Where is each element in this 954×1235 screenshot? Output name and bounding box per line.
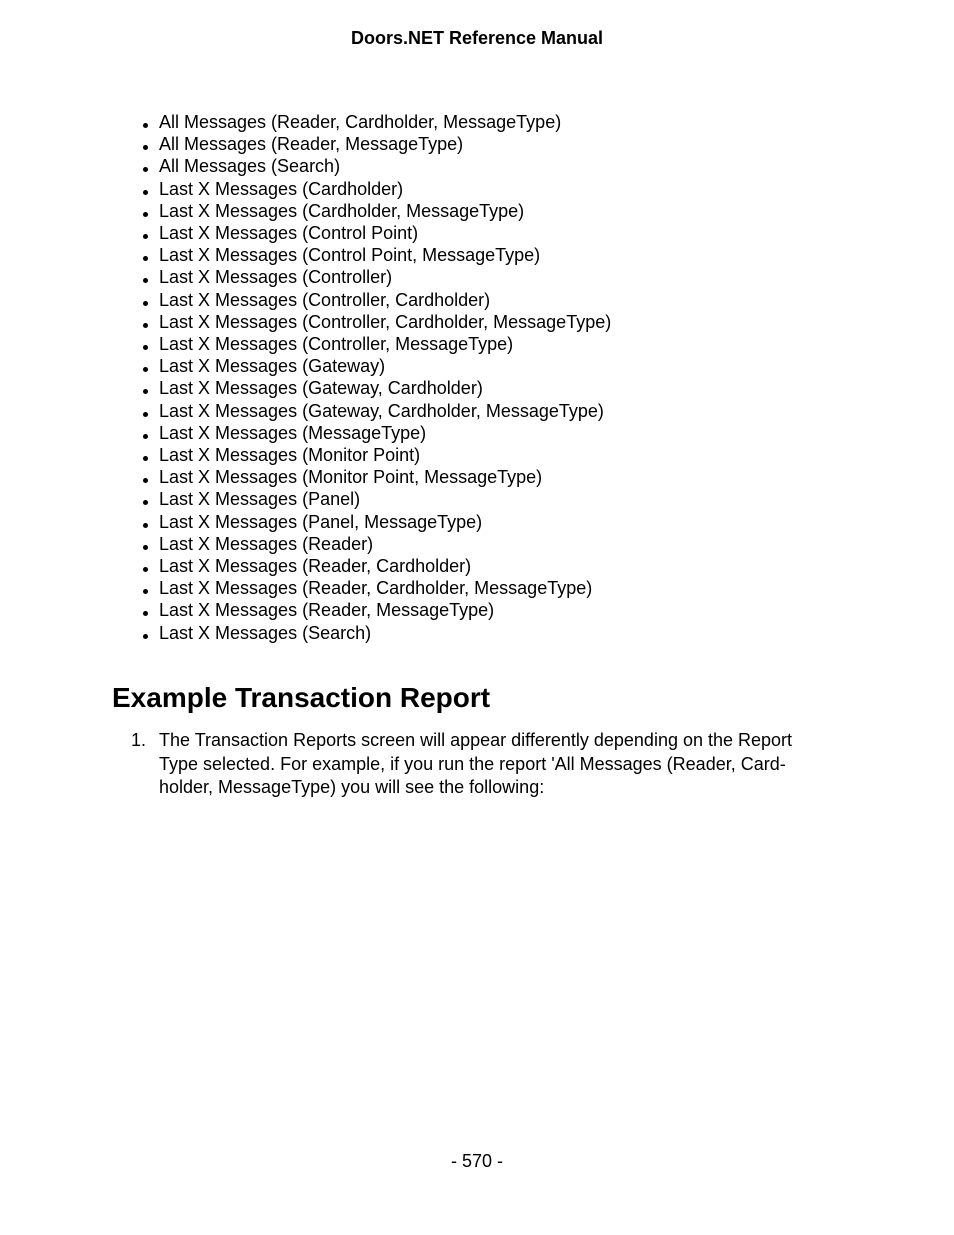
step-text: The Transaction Reports screen will appear differently depending on the Report Type selected. For example, if you run the report 'All Messages (Reader, Card-holder, MessageType) you will see the following: — [159, 730, 793, 797]
bullet-icon — [143, 212, 148, 217]
list-item — [159, 488, 611, 510]
list-item — [159, 289, 611, 311]
bullet-icon — [143, 190, 148, 195]
list-item — [159, 511, 611, 533]
bullet-icon — [143, 123, 148, 128]
bullet-icon — [143, 434, 148, 439]
list-item-text: Last X Messages (Panel, MessageType) — [159, 511, 483, 532]
list-item — [159, 599, 611, 621]
list-item — [159, 133, 611, 155]
list-item — [159, 333, 611, 355]
list-item — [159, 111, 611, 133]
bullet-icon — [143, 367, 148, 372]
list-item — [159, 377, 611, 399]
bullet-icon — [143, 301, 148, 306]
bullet-icon — [143, 389, 148, 394]
list-item-text: Last X Messages (Monitor Point) — [159, 445, 421, 466]
steps-list — [131, 729, 829, 800]
list-item-text: Last X Messages (Search) — [159, 622, 372, 643]
bullet-icon — [143, 567, 148, 572]
bullet-icon — [143, 167, 148, 172]
list-item-text: Last X Messages (Control Point) — [159, 223, 419, 244]
list-item-text: Last X Messages (Controller, Cardholder, MessageType) — [159, 311, 612, 332]
bullet-icon — [143, 234, 148, 239]
list-item-text: Last X Messages (Reader, MessageType) — [159, 600, 495, 621]
list-item — [159, 422, 611, 444]
list-item — [159, 178, 611, 200]
list-item-text: Last X Messages (Controller, MessageType) — [159, 334, 514, 355]
bullet-icon — [143, 500, 148, 505]
bullet-icon — [143, 412, 148, 417]
list-item — [159, 555, 611, 577]
list-item — [159, 400, 611, 422]
list-item — [159, 155, 611, 177]
list-item — [159, 244, 611, 266]
list-item-text: Last X Messages (Cardholder, MessageType) — [159, 200, 525, 221]
list-item-text: Last X Messages (Monitor Point, MessageType) — [159, 467, 543, 488]
list-item-text: Last X Messages (Gateway) — [159, 356, 386, 377]
list-item — [159, 200, 611, 222]
bullet-icon — [143, 345, 148, 350]
bullet-icon — [143, 278, 148, 283]
step-item — [131, 729, 829, 800]
list-item-text: Last X Messages (Panel) — [159, 489, 361, 510]
list-item-text: All Messages (Search) — [159, 156, 341, 177]
list-item — [159, 466, 611, 488]
list-item — [159, 222, 611, 244]
bullet-icon — [143, 634, 148, 639]
list-item-text: Last X Messages (Controller) — [159, 267, 393, 288]
bullet-icon — [143, 256, 148, 261]
list-item — [159, 533, 611, 555]
bullet-icon — [143, 523, 148, 528]
list-item-text: Last X Messages (Controller, Cardholder) — [159, 289, 491, 310]
page-number: - 570 - — [450, 1151, 504, 1171]
list-item — [159, 577, 611, 599]
bullet-icon — [143, 145, 148, 150]
list-item — [159, 622, 611, 644]
list-item — [159, 355, 611, 377]
bullet-icon — [143, 611, 148, 616]
list-item-text: Last X Messages (Reader, Cardholder, MessageType) — [159, 578, 593, 599]
list-item-text: All Messages (Reader, MessageType) — [159, 134, 464, 155]
bullet-icon — [143, 323, 148, 328]
report-type-list — [159, 111, 611, 644]
list-item-text: All Messages (Reader, Cardholder, MessageType) — [159, 112, 562, 132]
list-item-text: Last X Messages (Control Point, MessageType) — [159, 245, 541, 266]
section-heading: Example Transaction Report — [112, 682, 491, 713]
list-item-text: Last X Messages (Cardholder) — [159, 178, 404, 199]
page-header-title: Doors.NET Reference Manual — [350, 28, 604, 48]
list-item-text: Last X Messages (Reader, Cardholder) — [159, 556, 472, 577]
list-item — [159, 444, 611, 466]
bullet-icon — [143, 456, 148, 461]
bullet-icon — [143, 589, 148, 594]
list-item-text: Last X Messages (MessageType) — [159, 422, 427, 443]
bullet-icon — [143, 478, 148, 483]
list-item — [159, 311, 611, 333]
list-item-text: Last X Messages (Gateway, Cardholder) — [159, 378, 483, 399]
list-item — [159, 266, 611, 288]
step-number: 1. — [131, 730, 147, 750]
bullet-icon — [143, 545, 148, 550]
list-item-text: Last X Messages (Gateway, Cardholder, MessageType) — [159, 400, 604, 421]
list-item-text: Last X Messages (Reader) — [159, 533, 374, 554]
